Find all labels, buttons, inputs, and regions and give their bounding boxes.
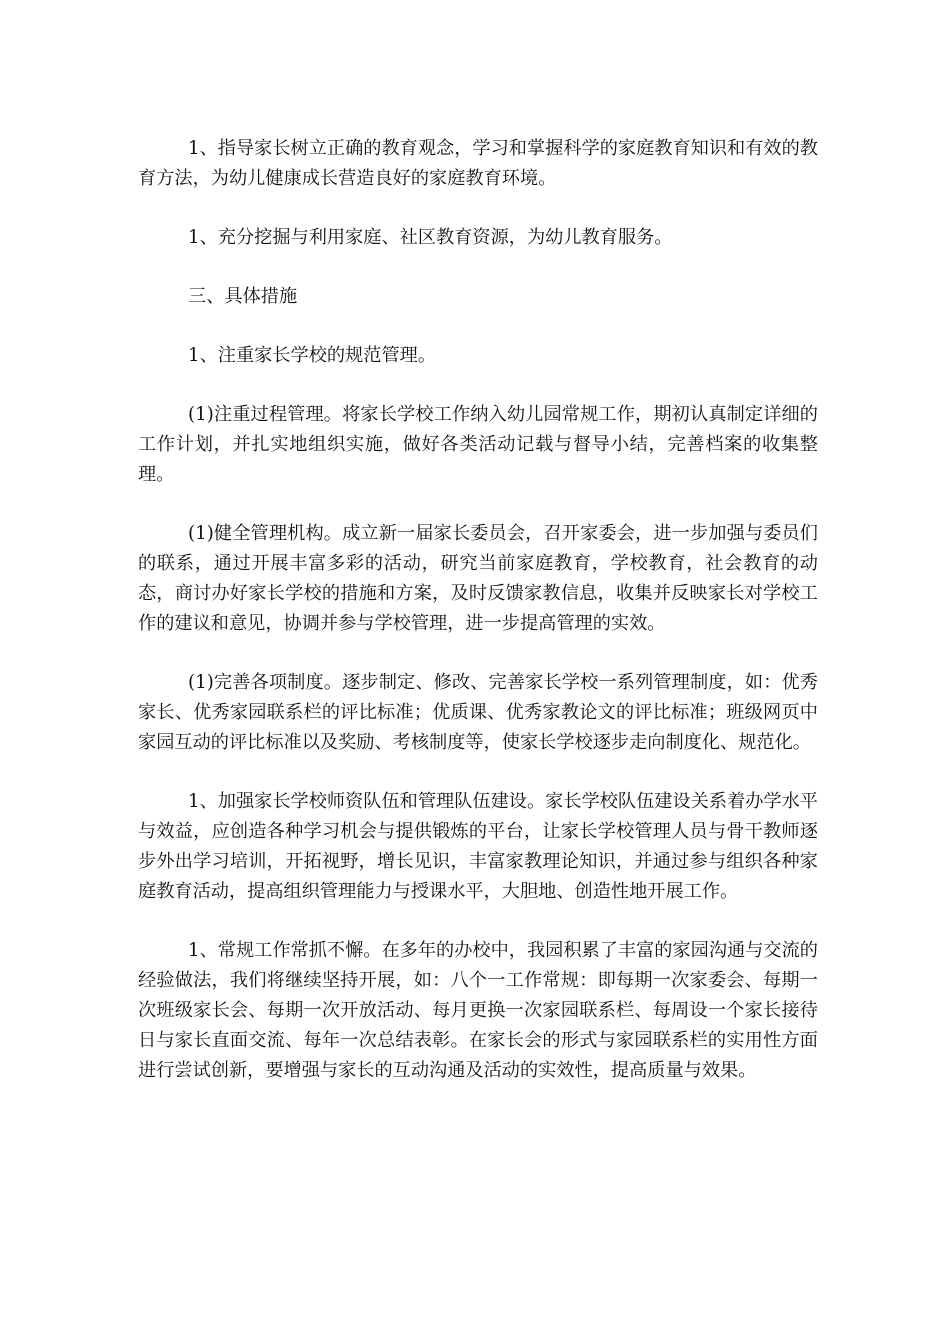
paragraph-standard-management: 1、注重家长学校的规范管理。	[188, 345, 437, 366]
document-body	[138, 134, 818, 1115]
paragraph-goal-guidance: 1、指导家长树立正确的教育观念，学习和掌握科学的家庭教育知识和有效的教育方法，为幼儿健康成长营造良好的家庭教育环境。	[138, 138, 818, 189]
paragraph-goal-resources: 1、充分挖掘与利用家庭、社区教育资源，为幼儿教育服务。	[188, 227, 673, 248]
paragraph-improve-systems: (1)完善各项制度。逐步制定、修改、完善家长学校一系列管理制度，如：优秀家长、优秀家园联系栏的评比标准；优质课、优秀家教论文的评比标准；班级网页中家园互动的评比标准以及奖励、考核制度等，使家长学校逐步走向制度化、规范化。	[138, 672, 818, 753]
section-heading-measures: 三、具体措施	[188, 286, 298, 307]
paragraph-process-management: (1)注重过程管理。将家长学校工作纳入幼儿园常规工作，期初认真制定详细的工作计划，并扎实地组织实施，做好各类活动记载与督导小结，完善档案的收集整理。	[138, 404, 818, 485]
paragraph-routine-work: 1、常规工作常抓不懈。在多年的办校中，我园积累了丰富的家园沟通与交流的经验做法，我们将继续坚持开展，如：八个一工作常规：即每期一次家委会、每期一次班级家长会、每期一次开放活动、每月更换一次家园联系栏、每周设一个家长接待日与家长直面交流、每年一次总结表彰。在家长会的形式与家园联系栏的实用性方面进行尝试创新，要增强与家长的互动沟通及活动的实效性，提高质量与效果。	[138, 940, 818, 1081]
paragraph-management-organization: (1)健全管理机构。成立新一届家长委员会，召开家委会，进一步加强与委员们的联系，通过开展丰富多彩的活动，研究当前家庭教育，学校教育，社会教育的动态，商讨办好家长学校的措施和方案，及时反馈家教信息，收集并反映家长对学校工作的建议和意见，协调并参与学校管理，进一步提高管理的实效。	[138, 523, 818, 634]
paragraph-team-building: 1、加强家长学校师资队伍和管理队伍建设。家长学校队伍建设关系着办学水平与效益，应创造各种学习机会与提供锻炼的平台，让家长学校管理人员与骨干教师逐步外出学习培训，开拓视野，增长见识，丰富家教理论知识，并通过参与组织各种家庭教育活动，提高组织管理能力与授课水平，大胆地、创造性地开展工作。	[138, 791, 818, 902]
